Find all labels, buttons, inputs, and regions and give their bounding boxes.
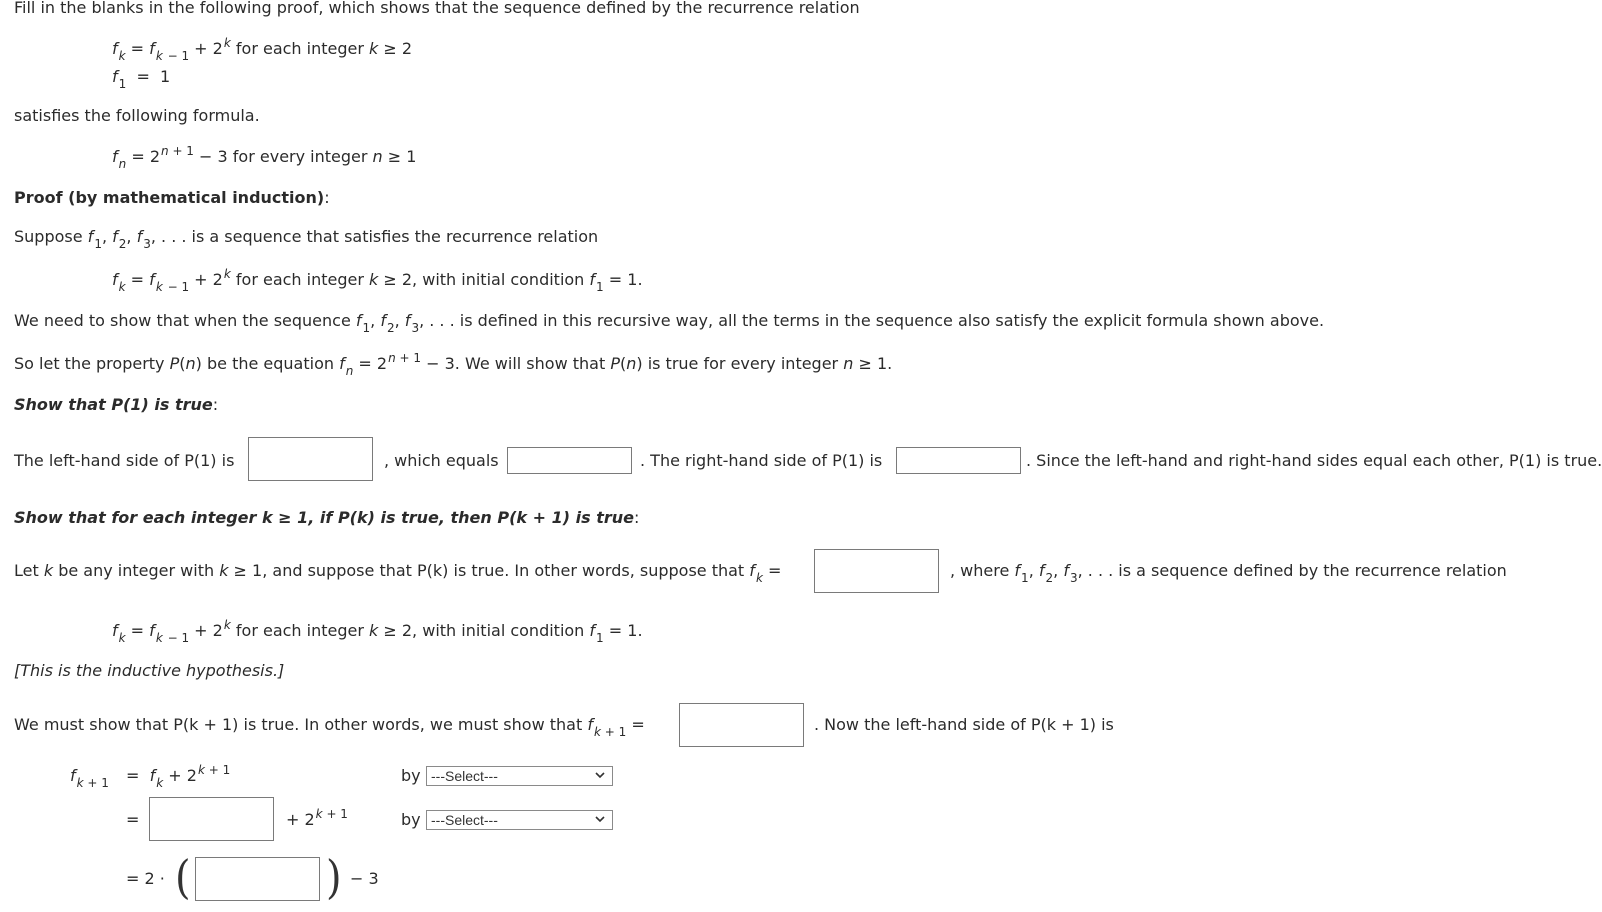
proof-heading: Proof (by mathematical induction):	[14, 188, 330, 207]
now-lhs-text: . Now the left-hand side of P(k + 1) is	[814, 715, 1114, 734]
chevron-down-icon	[594, 768, 606, 786]
derivation-step3-tail: − 3	[350, 869, 379, 888]
derivation-step3-eq: = 2 ·	[126, 869, 165, 888]
lhs-p1-value-input[interactable]	[507, 447, 632, 474]
derivation-step2-input[interactable]	[149, 797, 274, 841]
intro-text: Fill in the blanks in the following proof, which shows that the sequence defined by the recurrence relation	[14, 0, 860, 17]
show-pk-heading: Show that for each integer k ≥ 1, if P(k) is true, then P(k + 1) is true:	[14, 508, 640, 527]
suppose-line: Suppose $f_1$, $f_2$, $f_3$, . . . is a sequence that satisfies the recurrence relation	[14, 227, 599, 251]
chevron-down-icon	[594, 812, 606, 830]
since-text: . Since the left-hand and right-hand sides equal each other, P(1) is true.	[1026, 451, 1602, 470]
must-show-line: We must show that P(k + 1) is true. In other words, we must show that $f_{k + 1}$ =	[14, 715, 645, 739]
show-p1-heading: Show that P(1) is true:	[14, 395, 219, 414]
left-paren: (	[175, 851, 191, 905]
suppose-text: is a sequence that satisfies the recurrence relation	[191, 227, 599, 246]
derivation-lhs: $f_{k + 1}$	[70, 766, 109, 790]
rhs-p1-input[interactable]	[896, 447, 1021, 474]
derivation-step1: = $f_k + 2^{k + 1}$	[126, 763, 231, 790]
inductive-hypothesis-input[interactable]	[814, 549, 939, 593]
recurrence-with-initial-2: $f_k = f_k$ $_{- 1} + 2^k$ for each integer k ≥ 2, with initial condition $f_1 = 1$.	[112, 618, 643, 645]
right-paren: )	[326, 851, 342, 905]
reason-select-2[interactable]: ---Select---	[426, 810, 613, 830]
lhs-p1-input[interactable]	[248, 437, 373, 481]
let-k-line: Let k be any integer with k ≥ 1, and suppose that P(k) is true. In other words, suppose that $f_k$ =	[14, 561, 782, 585]
which-equals-label: , which equals	[384, 451, 499, 470]
lhs-label: The left-hand side of P(1) is	[14, 451, 235, 470]
explicit-formula: $f_n = 2^{n + 1} - 3$ for every integer n ≥ 1	[112, 144, 417, 171]
derivation-step2-eq: =	[126, 810, 140, 829]
rhs-label: . The right-hand side of P(1) is	[640, 451, 883, 470]
initial-condition: $f_1 = 1$	[112, 67, 171, 91]
reason-select-1[interactable]: ---Select---	[426, 766, 613, 786]
need-show-line: We need to show that when the sequence $f_1$, $f_2$, $f_3$, . . . is defined in this recursive way, all the terms in the sequence also satisfy the explicit formula shown above.	[14, 311, 1325, 335]
derivation-step3-input[interactable]	[195, 857, 320, 901]
pk1-target-input[interactable]	[679, 703, 804, 747]
recurrence-with-initial: $f_k = f_k$ $_{- 1} + 2^k$ for each integer k ≥ 2, with initial condition $f_1 = 1$.	[112, 267, 643, 294]
by-label-2: by	[401, 810, 421, 829]
derivation-step2-term: + $2^{k + 1}$	[286, 807, 348, 829]
inductive-hypothesis-note: [This is the inductive hypothesis.]	[14, 661, 285, 680]
property-line: So let the property P(n) be the equation $f_n = 2^{n + 1} - 3$. We will show that P(n) is true for every integer n ≥ 1.	[14, 351, 893, 378]
where-line: , where $f_1$, $f_2$, $f_3$, . . . is a sequence defined by the recurrence relation	[950, 561, 1507, 585]
recurrence-equation: $f_k = f_k$ $_{- 1} + 2^k$ for each integer k ≥ 2	[112, 36, 413, 63]
by-label-1: by	[401, 766, 421, 785]
satisfies-text: satisfies the following formula.	[14, 106, 260, 125]
